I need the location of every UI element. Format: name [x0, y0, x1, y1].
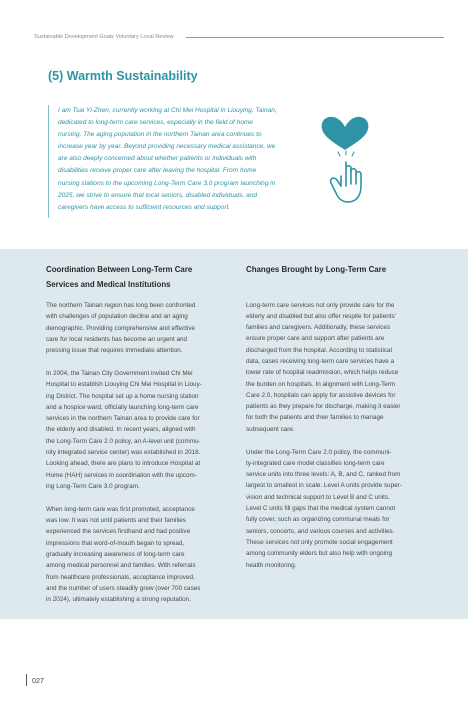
quote-line: I am Tsai Yi-Zhen, currently working at Chi Mei Hospital in Liouying, Tainan,: [58, 107, 277, 114]
paragraph: [46, 504, 222, 606]
heading-line: Services and Medical Institutions: [46, 279, 171, 289]
text-line: elderly and disabled but also offer respite for patients’: [246, 312, 397, 320]
text-line: service units into three levels: A, B, and C, ranked from: [246, 471, 401, 479]
text-line: families and caregivers. Additionally, these services: [246, 324, 391, 332]
text-line: seniors, concerts, and various courses and activities.: [246, 527, 395, 535]
text-line: impressions that word-of-mouth began to spread,: [46, 539, 185, 547]
quote-line: nursing. The aging population in the northern Tainan area continues to: [58, 131, 262, 139]
text-line: When long-term care was first promoted, acceptance: [46, 505, 195, 513]
section-title: (5) Warmth Sustainability: [48, 69, 198, 83]
text-line: data, cases receiving long-term care services have a: [246, 357, 395, 365]
footer-divider: [26, 674, 27, 686]
text-line: ty-integrated care model classifies long-term care: [246, 459, 385, 467]
text-line: largest to smallest in scale. Level A units provide super-: [246, 482, 402, 490]
hand-outline: [331, 162, 361, 202]
heart-shape: [322, 117, 369, 150]
text-line: experienced the services firsthand and had positive: [46, 528, 191, 536]
paragraph: [46, 368, 222, 492]
text-line: The northern Tainan region has long been confronted: [46, 302, 196, 309]
quote-line: dedicated to long-term care services, especially in the field of home: [58, 119, 254, 127]
heading-line: Changes Brought by Long-Term Care: [246, 265, 387, 274]
heart-and-hand-icon: [316, 114, 374, 208]
text-line: services in the northern Tainan area to provide care for: [46, 415, 200, 423]
text-line: pressing issue that requires immediate attention.: [46, 347, 183, 355]
text-line: vision and technical support to Level B and C units.: [246, 493, 390, 501]
text-line: These services not only promote social engagement: [246, 538, 393, 546]
quote-line: nursing stations to the upcoming Long-Term Care 3.0 program launching in: [58, 179, 276, 187]
text-line: Hospital to establish Liouying Chi Mei Hospital in Liouy-: [46, 381, 202, 389]
text-line: health monitoring.: [246, 561, 297, 569]
text-line: Looking ahead, there are plans to introduce Hospital at: [46, 460, 201, 468]
quote-line: 2025, we strive to ensure that local seniors, disabled individuals, and: [58, 191, 258, 199]
heading-line: Coordination Between Long-Term Care: [46, 265, 193, 274]
text-line: the Long-Term Care 2.0 policy, an A-level unit (commu-: [46, 437, 201, 445]
quote-line: disabilities receive proper care after leaving the hospital. From home: [58, 167, 257, 175]
text-line: among community elders but also help with ongoing: [246, 550, 392, 558]
header-rule: [186, 37, 444, 38]
text-line: lower rate of hospital readmission, which helps reduce: [246, 369, 399, 377]
text-line: demographic. Providing comprehensive and effective: [46, 324, 196, 332]
text-line: discharged from the hospital. According to statistical: [246, 346, 392, 354]
text-line: fully cover, such as organizing communal meals for: [246, 516, 390, 524]
paragraph: [246, 300, 422, 436]
text-line: In 2004, the Tainan City Government invited Chi Mei: [46, 369, 193, 377]
quote-line: increase year by year. Beyond providing necessary medical assistance, we: [58, 143, 276, 151]
running-title: Sustainable Development Goals Voluntary Local Review: [34, 34, 174, 40]
paragraph-gap: [246, 435, 422, 447]
left-column-heading: [46, 263, 222, 292]
quote-line: are also deeply concerned about whether patients or individuals with: [58, 155, 257, 163]
text-line: and the number of users steadily grew (over 700 cases: [46, 584, 201, 592]
running-header: [34, 31, 444, 43]
text-line: for both the patients and their families to manage: [246, 414, 384, 422]
text-line: Level C units fill gaps that the medical system cannot: [246, 505, 396, 513]
text-line: with challenges of population decline and an aging: [46, 313, 188, 321]
text-line: Care 2.0, hospitals can apply for assistive devices for: [246, 391, 396, 399]
text-line: Home (HAH) services in coordination with the upcom-: [46, 471, 197, 479]
right-column-heading: [246, 263, 422, 278]
text-line: Long-term care services not only provide care for the: [246, 301, 395, 309]
testimonial-quote: [48, 105, 310, 218]
text-line: ensure proper care and support after patients are: [246, 335, 385, 343]
right-column: [246, 263, 422, 571]
text-line: among medical personnel and families. With referrals: [46, 562, 196, 570]
text-line: the elderly and disabled. In recent years, aligned with: [46, 426, 196, 434]
text-line: subsequent care.: [246, 425, 295, 433]
paragraph-gap: [46, 356, 222, 368]
text-line: patients as they prepare for discharge, making it easier: [246, 403, 401, 411]
paragraph: [246, 447, 422, 571]
text-line: in 2024), ultimately establishing a strong reputation.: [46, 596, 191, 604]
text-line: nity integrated service center) was established in 2018.: [46, 449, 201, 457]
text-line: from healthcare professionals, acceptance improved,: [46, 573, 195, 581]
text-line: gradually increasing awareness of long-term care: [46, 550, 185, 558]
text-line: care for local residents has become an urgent and: [46, 335, 188, 343]
text-line: Under the Long-Term Care 2.0 policy, the communi-: [246, 448, 392, 456]
text-line: and a hospice ward, officially launching long-term care: [46, 403, 199, 411]
text-line: the burden on hospitals. In alignment with Long-Term: [246, 380, 396, 388]
paragraph-gap: [46, 492, 222, 504]
page-number: 027: [32, 675, 44, 685]
quote-line: caregivers have access to sufficient resources and support.: [58, 203, 231, 211]
page-footer: [26, 674, 44, 686]
text-line: ing District. The hospital set up a home nursing station: [46, 392, 199, 400]
motion-lines: [338, 151, 354, 156]
text-line: ing Long-Term Care 3.0 program.: [46, 482, 140, 490]
left-column: [46, 263, 222, 605]
text-line: was low. It was not until patients and their families: [46, 517, 186, 525]
paragraph: [46, 300, 222, 356]
